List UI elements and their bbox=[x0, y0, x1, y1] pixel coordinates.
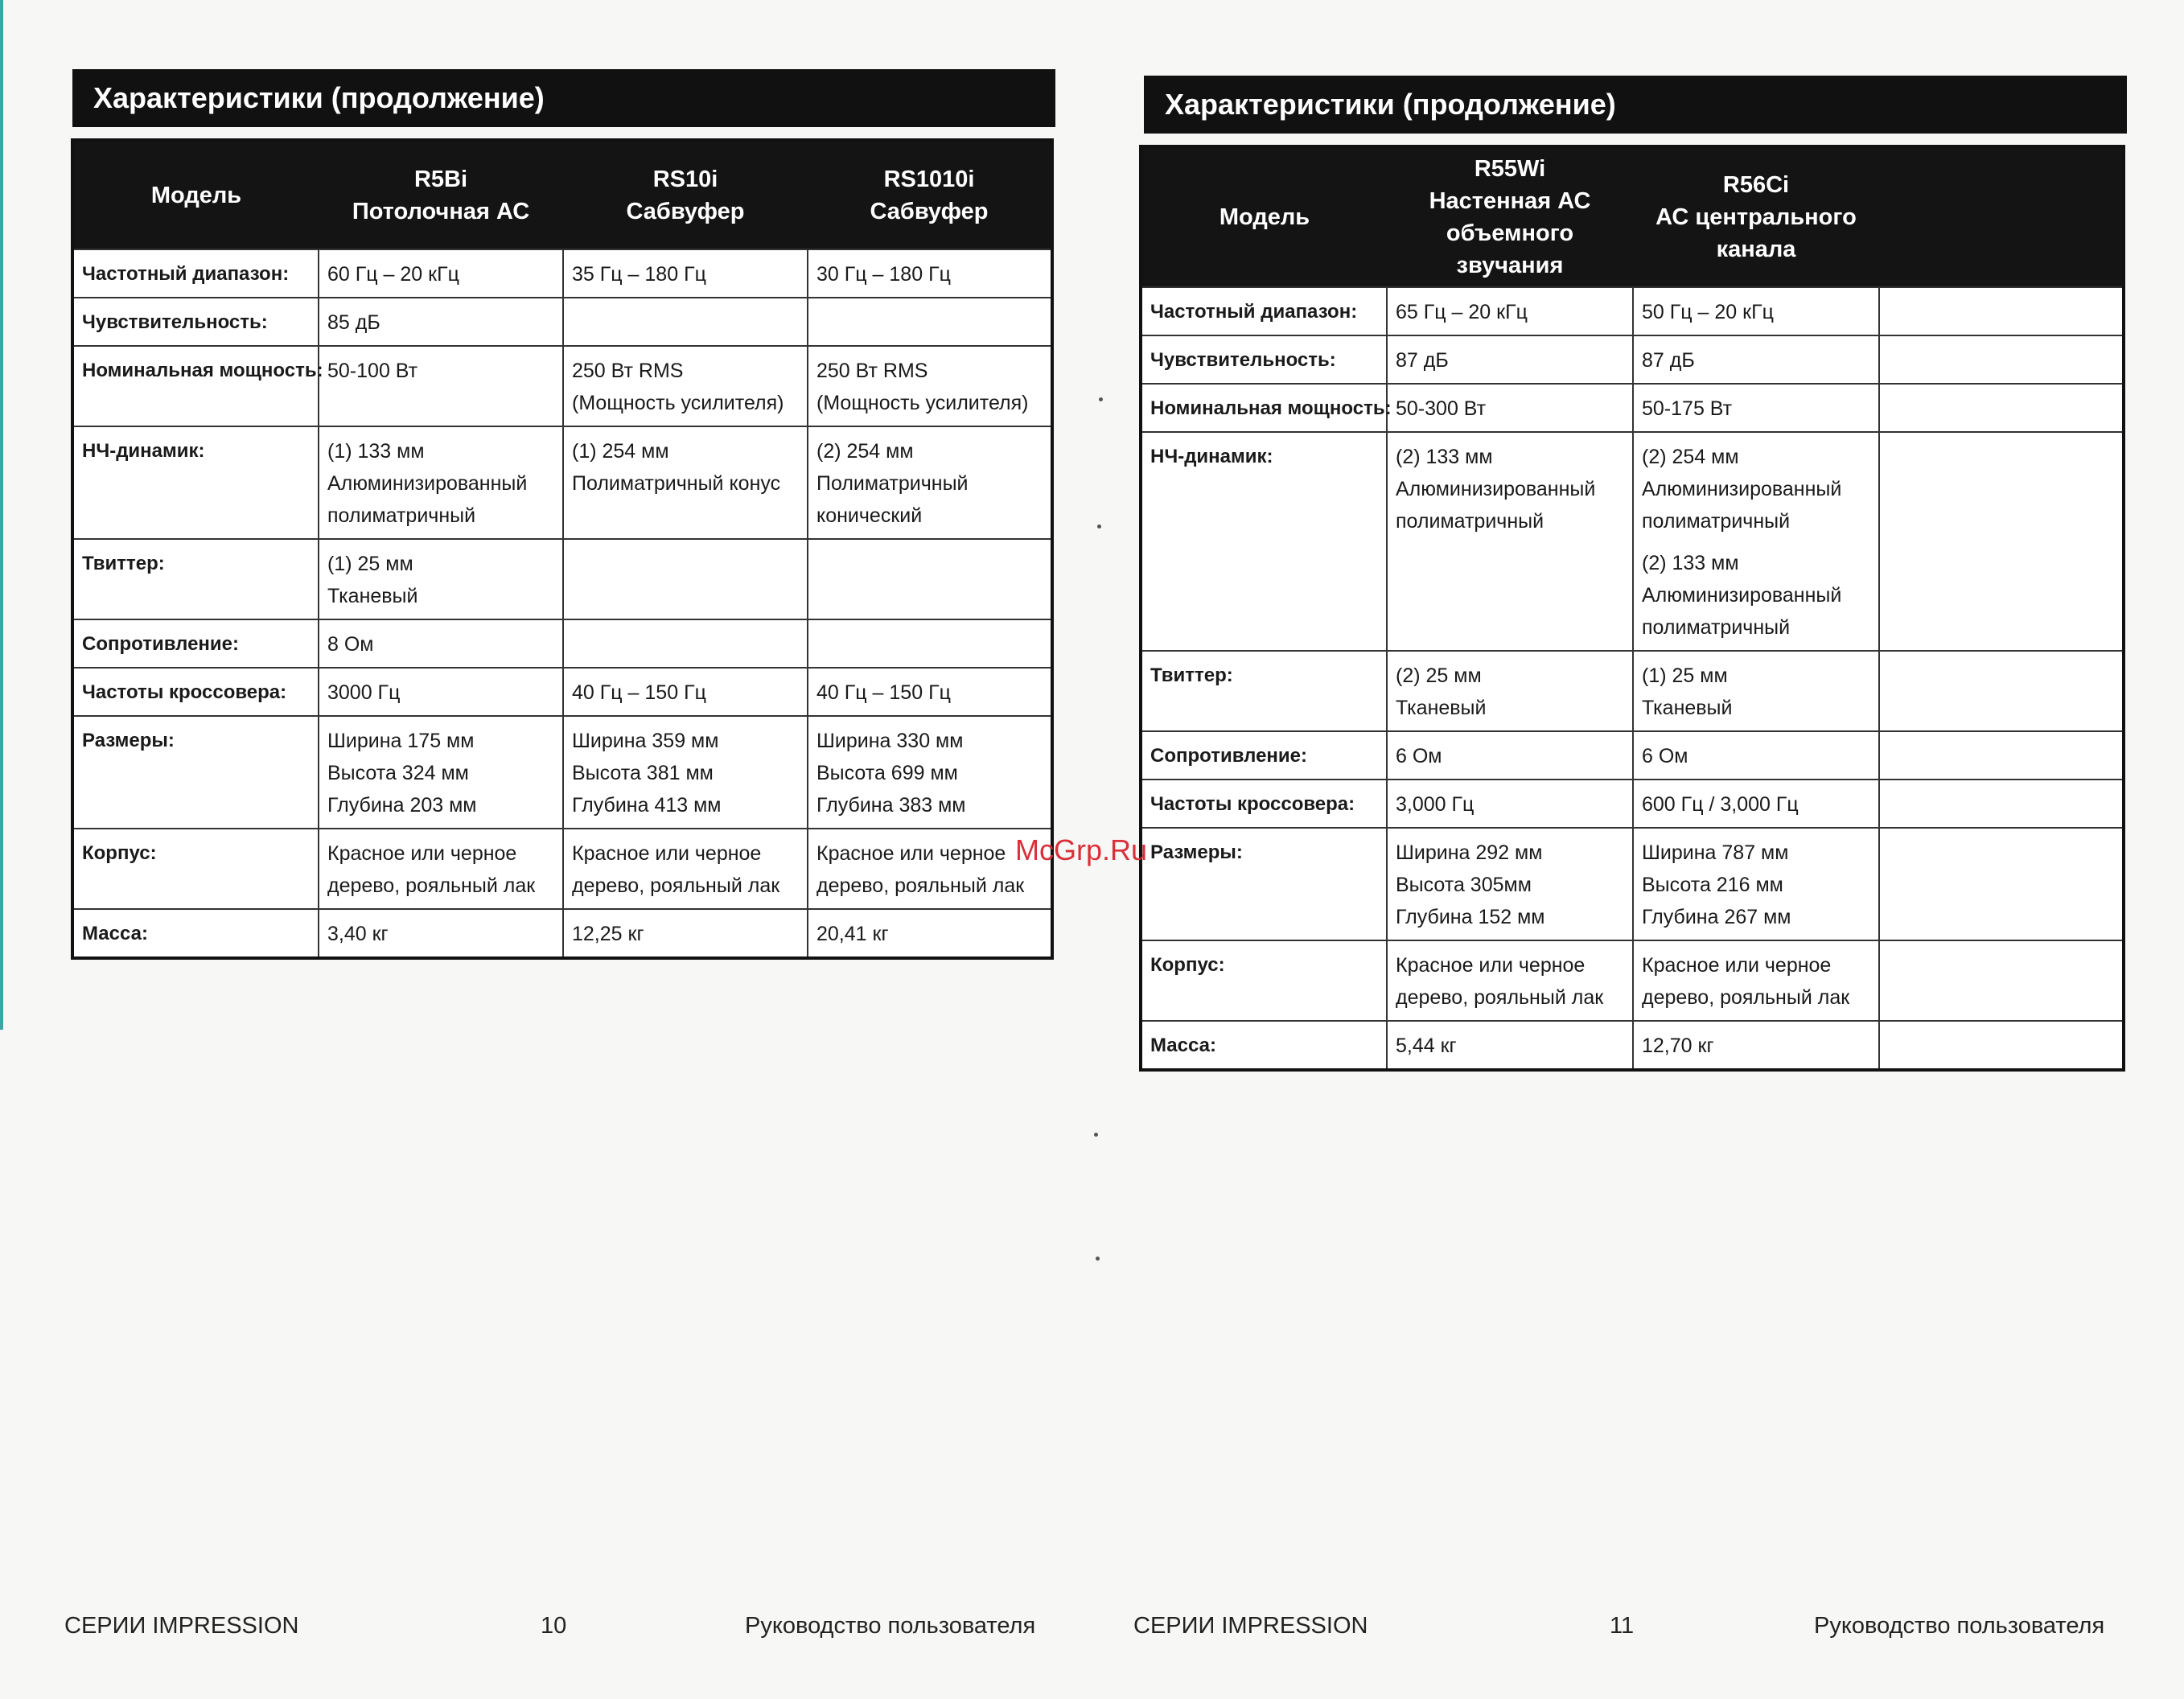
cell-text: Глубина 383 мм bbox=[816, 794, 966, 817]
table-cell bbox=[808, 716, 1052, 829]
cell-text: 12,70 кг bbox=[1642, 1035, 1714, 1057]
cell-text: 40 Гц – 150 Гц bbox=[816, 681, 951, 704]
cell-text: 50-300 Вт bbox=[1396, 397, 1487, 420]
row-label: Чувствительность: bbox=[72, 298, 319, 346]
table-row bbox=[72, 346, 1052, 426]
table-cell bbox=[563, 346, 808, 426]
table-row bbox=[72, 716, 1052, 829]
table-cell bbox=[808, 298, 1052, 346]
table-cell bbox=[563, 298, 808, 346]
table-cell bbox=[1633, 651, 1879, 731]
cell-text: Ширина 330 мм bbox=[816, 730, 964, 752]
table-header-row bbox=[1141, 146, 2124, 287]
table-cell bbox=[1387, 940, 1633, 1021]
cell-text: 35 Гц – 180 Гц bbox=[572, 263, 706, 286]
table-cell bbox=[1879, 287, 2124, 335]
table-cell bbox=[808, 909, 1052, 958]
table-cell bbox=[808, 346, 1052, 426]
right-page-title: Характеристики (продолжение) bbox=[1144, 76, 2127, 134]
row-label: Частотный диапазон: bbox=[1141, 287, 1387, 335]
cell-text: Алюминизированный bbox=[1642, 584, 1842, 607]
model-column-header-empty bbox=[1879, 146, 2124, 287]
cell-text: 40 Гц – 150 Гц bbox=[572, 681, 706, 704]
row-label: Масса: bbox=[72, 909, 319, 958]
cell-text: Высота 699 мм bbox=[816, 762, 958, 784]
cell-text: Высота 324 мм bbox=[327, 762, 469, 784]
table-cell bbox=[563, 619, 808, 668]
cell-text: (1) 25 мм bbox=[327, 553, 413, 575]
cell-text: Алюминизированный bbox=[327, 472, 528, 495]
cell-text: (2) 254 мм bbox=[816, 440, 914, 463]
cell-text: Глубина 267 мм bbox=[1642, 906, 1791, 928]
cell-text: полиматричный bbox=[1396, 510, 1544, 533]
table-cell bbox=[1387, 651, 1633, 731]
cell-text: дерево, рояльный лак bbox=[327, 874, 536, 897]
row-label: Твиттер: bbox=[72, 539, 319, 619]
left-page-title: Характеристики (продолжение) bbox=[72, 69, 1055, 127]
model-column-header: R55Wi Настенная АС объемного звучания bbox=[1387, 146, 1633, 287]
table-cell bbox=[1633, 828, 1879, 940]
row-label: Корпус: bbox=[72, 829, 319, 909]
cell-text: (Мощность усилителя) bbox=[572, 392, 784, 414]
table-cell bbox=[808, 539, 1052, 619]
cell-text: 20,41 кг bbox=[816, 923, 889, 945]
table-cell bbox=[1879, 731, 2124, 780]
table-cell bbox=[319, 668, 563, 716]
cell-text: 5,44 кг bbox=[1396, 1035, 1457, 1057]
cell-text: Красное или черное bbox=[1396, 954, 1586, 977]
cell-text: (2) 133 мм bbox=[1396, 446, 1493, 468]
table-row bbox=[1141, 1021, 2124, 1070]
row-label: Частотный диапазон: bbox=[72, 249, 319, 298]
speck bbox=[1097, 525, 1101, 529]
row-label: Сопротивление: bbox=[1141, 731, 1387, 780]
table-cell bbox=[1879, 828, 2124, 940]
table-row bbox=[1141, 940, 2124, 1021]
table-cell bbox=[1387, 384, 1633, 432]
table-cell bbox=[563, 829, 808, 909]
table-cell bbox=[1387, 780, 1633, 828]
table-cell bbox=[808, 619, 1052, 668]
table-cell bbox=[563, 909, 808, 958]
table-cell bbox=[319, 909, 563, 958]
table-cell bbox=[563, 668, 808, 716]
cell-text: Ширина 175 мм bbox=[327, 730, 475, 752]
cell-text: Красное или черное bbox=[327, 842, 517, 865]
row-label: Размеры: bbox=[72, 716, 319, 829]
table-cell bbox=[1633, 780, 1879, 828]
cell-text: полиматричный bbox=[1642, 616, 1791, 639]
table-row bbox=[72, 249, 1052, 298]
table-cell bbox=[1633, 432, 1879, 651]
table-row bbox=[72, 668, 1052, 716]
cell-text: (1) 25 мм bbox=[1642, 664, 1728, 687]
table-cell bbox=[1633, 940, 1879, 1021]
cell-text: Красное или черное bbox=[1642, 954, 1832, 977]
table-row bbox=[1141, 731, 2124, 780]
table-row bbox=[1141, 651, 2124, 731]
right-spec-table bbox=[1139, 145, 2125, 1072]
cell-text: 12,25 кг bbox=[572, 923, 644, 945]
cell-text: 250 Вт RMS bbox=[572, 360, 684, 382]
speck bbox=[1099, 397, 1103, 401]
row-label: Номинальная мощность: bbox=[72, 346, 319, 426]
cell-text: Алюминизированный bbox=[1396, 478, 1596, 500]
table-cell bbox=[1387, 731, 1633, 780]
cell-text: Тканевый bbox=[1642, 697, 1733, 719]
row-label: НЧ-динамик: bbox=[1141, 432, 1387, 651]
cell-text: 50-100 Вт bbox=[327, 360, 418, 382]
cell-text: полиматричный bbox=[327, 504, 476, 527]
row-label: Сопротивление: bbox=[72, 619, 319, 668]
table-row bbox=[1141, 384, 2124, 432]
table-row bbox=[1141, 432, 2124, 651]
table-cell bbox=[1879, 1021, 2124, 1070]
table-cell bbox=[808, 249, 1052, 298]
table-row bbox=[72, 298, 1052, 346]
table-cell bbox=[563, 539, 808, 619]
cell-text: (1) 133 мм bbox=[327, 440, 425, 463]
row-label: Размеры: bbox=[1141, 828, 1387, 940]
cell-text: Глубина 203 мм bbox=[327, 794, 477, 817]
cell-text: (Мощность усилителя) bbox=[816, 392, 1029, 414]
cell-text: 50 Гц – 20 кГц bbox=[1642, 301, 1774, 323]
cell-text: конический bbox=[816, 504, 923, 527]
cell-text: дерево, рояльный лак bbox=[816, 874, 1025, 897]
table-cell bbox=[1633, 1021, 1879, 1070]
table-row bbox=[72, 619, 1052, 668]
table-row bbox=[1141, 287, 2124, 335]
table-cell bbox=[319, 346, 563, 426]
table-cell bbox=[1633, 731, 1879, 780]
table-cell bbox=[1387, 828, 1633, 940]
table-row bbox=[72, 829, 1052, 909]
table-cell bbox=[1387, 432, 1633, 651]
cell-text: 87 дБ bbox=[1396, 349, 1449, 372]
row-label: Корпус: bbox=[1141, 940, 1387, 1021]
cell-text: Тканевый bbox=[1396, 697, 1487, 719]
row-label: НЧ-динамик: bbox=[72, 426, 319, 539]
table-cell bbox=[319, 619, 563, 668]
cell-text: 6 Ом bbox=[1642, 745, 1688, 767]
table-cell bbox=[563, 249, 808, 298]
watermark: McGrp.Ru bbox=[1015, 833, 1148, 866]
cell-text: (1) 254 мм bbox=[572, 440, 669, 463]
cell-text: 600 Гц / 3,000 Гц bbox=[1642, 793, 1799, 816]
cell-text: Глубина 152 мм bbox=[1396, 906, 1545, 928]
cell-text: дерево, рояльный лак bbox=[1642, 986, 1850, 1009]
model-column-header: R56Ci АС центрального канала bbox=[1633, 146, 1879, 287]
table-cell bbox=[1387, 287, 1633, 335]
table-cell bbox=[319, 829, 563, 909]
table-cell bbox=[808, 668, 1052, 716]
model-column-header: R5Bi Потолочная АС bbox=[319, 140, 563, 249]
table-cell bbox=[319, 298, 563, 346]
left-spec-table bbox=[71, 138, 1054, 960]
cell-text: 6 Ом bbox=[1396, 745, 1442, 767]
table-row bbox=[1141, 828, 2124, 940]
cell-text: Высота 381 мм bbox=[572, 762, 714, 784]
cell-text: дерево, рояльный лак bbox=[572, 874, 780, 897]
table-cell bbox=[1879, 780, 2124, 828]
cell-text: 60 Гц – 20 кГц bbox=[327, 263, 459, 286]
model-header: Модель bbox=[1141, 146, 1387, 287]
table-cell bbox=[319, 249, 563, 298]
cell-text: (2) 133 мм bbox=[1642, 552, 1739, 574]
table-cell bbox=[319, 539, 563, 619]
cell-text: Высота 216 мм bbox=[1642, 874, 1783, 896]
table-row bbox=[1141, 780, 2124, 828]
row-label: Номинальная мощность: bbox=[1141, 384, 1387, 432]
model-column-header: RS10i Сабвуфер bbox=[563, 140, 808, 249]
cell-text: Полиматричный конус bbox=[572, 472, 781, 495]
row-label: Частоты кроссовера: bbox=[72, 668, 319, 716]
cell-text: 50-175 Вт bbox=[1642, 397, 1733, 420]
table-cell bbox=[1879, 651, 2124, 731]
table-cell bbox=[1879, 384, 2124, 432]
footer-series: СЕРИИ IMPRESSION bbox=[1133, 1613, 1368, 1639]
cell-text bbox=[1642, 537, 1870, 547]
table-cell bbox=[1387, 335, 1633, 384]
cell-text: 8 Ом bbox=[327, 633, 374, 656]
cell-text: 3,40 кг bbox=[327, 923, 389, 945]
cell-text: Алюминизированный bbox=[1642, 478, 1842, 500]
table-row bbox=[1141, 335, 2124, 384]
cell-text: полиматричный bbox=[1642, 510, 1791, 533]
cell-text: 30 Гц – 180 Гц bbox=[816, 263, 951, 286]
table-row bbox=[72, 426, 1052, 539]
table-row bbox=[72, 909, 1052, 958]
cell-text: 3,000 Гц bbox=[1396, 793, 1475, 816]
cell-text: Высота 305мм bbox=[1396, 874, 1532, 896]
table-cell bbox=[1633, 335, 1879, 384]
model-header: Модель bbox=[72, 140, 319, 249]
cell-text: Ширина 292 мм bbox=[1396, 841, 1543, 864]
cell-text: 87 дБ bbox=[1642, 349, 1695, 372]
row-label: Масса: bbox=[1141, 1021, 1387, 1070]
table-cell bbox=[563, 426, 808, 539]
table-cell bbox=[1879, 432, 2124, 651]
cell-text: Красное или черное bbox=[816, 842, 1006, 865]
cell-text: дерево, рояльный лак bbox=[1396, 986, 1604, 1009]
footer-guide: Руководство пользователя bbox=[1814, 1613, 2105, 1639]
right-page bbox=[1092, 0, 2184, 1699]
cell-text: (2) 25 мм bbox=[1396, 664, 1482, 687]
footer-page-number: 11 bbox=[1610, 1613, 1635, 1639]
table-cell bbox=[563, 716, 808, 829]
cell-text: Ширина 359 мм bbox=[572, 730, 719, 752]
speck bbox=[1096, 1257, 1100, 1261]
table-cell bbox=[1633, 287, 1879, 335]
cell-text: 3000 Гц bbox=[327, 681, 401, 704]
table-cell bbox=[1387, 1021, 1633, 1070]
cell-text: Красное или черное bbox=[572, 842, 762, 865]
table-cell bbox=[319, 716, 563, 829]
table-cell bbox=[1879, 940, 2124, 1021]
table-cell bbox=[1879, 335, 2124, 384]
footer-guide: Руководство пользователя bbox=[745, 1613, 1036, 1639]
cell-text: (2) 254 мм bbox=[1642, 446, 1739, 468]
table-cell bbox=[808, 426, 1052, 539]
row-label: Частоты кроссовера: bbox=[1141, 780, 1387, 828]
cell-text: Ширина 787 мм bbox=[1642, 841, 1789, 864]
model-column-header: RS1010i Сабвуфер bbox=[808, 140, 1052, 249]
cell-text: Полиматричный bbox=[816, 472, 969, 495]
footer-page-number: 10 bbox=[541, 1613, 567, 1639]
row-label: Чувствительность: bbox=[1141, 335, 1387, 384]
cell-text: Глубина 413 мм bbox=[572, 794, 722, 817]
footer-series: СЕРИИ IMPRESSION bbox=[64, 1613, 299, 1639]
cell-text: 250 Вт RMS bbox=[816, 360, 928, 382]
row-label: Твиттер: bbox=[1141, 651, 1387, 731]
cell-text: Тканевый bbox=[327, 585, 418, 607]
table-row bbox=[72, 539, 1052, 619]
speck bbox=[1094, 1133, 1098, 1137]
cell-text: 65 Гц – 20 кГц bbox=[1396, 301, 1528, 323]
cell-text: 85 дБ bbox=[327, 311, 380, 334]
table-header-row bbox=[72, 140, 1052, 249]
table-cell bbox=[1633, 384, 1879, 432]
table-cell bbox=[319, 426, 563, 539]
